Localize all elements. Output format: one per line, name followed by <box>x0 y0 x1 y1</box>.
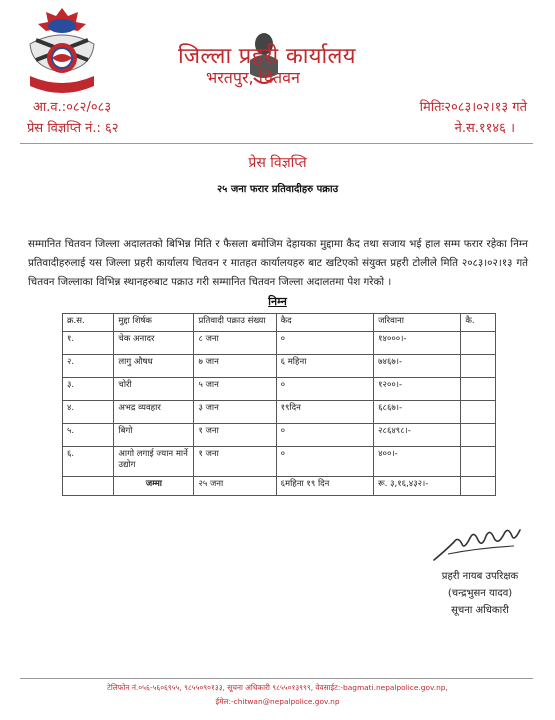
table-row <box>63 378 496 401</box>
table-cell: १ जना <box>194 424 276 447</box>
table-cell: ७ जान <box>194 355 276 378</box>
table-row <box>63 401 496 424</box>
table-cell <box>461 401 496 424</box>
col-header-imprisonment: कैद <box>276 314 374 332</box>
header-divider <box>20 143 533 144</box>
table-cell: आगो लगाई ज्यान मार्ने उद्योग <box>114 447 194 477</box>
table-cell: चोरी <box>114 378 194 401</box>
table-cell: ० <box>276 424 374 447</box>
release-date: मितिः२०८३।०२।१३ गते <box>419 100 527 115</box>
table-total-row <box>63 477 496 496</box>
table-cell <box>461 355 496 378</box>
table-cell: ० <box>276 378 374 401</box>
table-cell <box>461 332 496 355</box>
table-row <box>63 424 496 447</box>
nepal-sambat-date: ने.स.११४६ । <box>454 121 515 136</box>
signatory-role: सूचना अधिकारी <box>451 605 509 616</box>
table-cell: ० <box>276 447 374 477</box>
list-label <box>0 294 555 309</box>
table-cell: जम्मा <box>114 477 194 496</box>
signatory-block <box>420 568 540 619</box>
table-cell: १. <box>63 332 114 355</box>
table-cell <box>461 378 496 401</box>
table-cell: ६८६७।- <box>374 401 461 424</box>
table-cell: ४००।- <box>374 447 461 477</box>
footer-divider <box>20 678 533 679</box>
signature <box>428 520 528 568</box>
table-cell: ६महिना १९ दिन <box>276 477 374 496</box>
document-subject: २५ जना फरार प्रतिवादीहरु पक्राउ <box>216 184 339 195</box>
table-cell: ६. <box>63 447 114 477</box>
office-location: भरतपुर, चितवन <box>206 68 300 87</box>
table-cell: लागु औषध <box>114 355 194 378</box>
col-header-sn: क्र.स. <box>63 314 114 332</box>
table-cell: १ जना <box>194 447 276 477</box>
table-cell <box>461 447 496 477</box>
signatory-name: (चन्द्रभुसन यादव) <box>447 588 513 599</box>
table-cell: ३. <box>63 378 114 401</box>
nepal-police-logo <box>22 6 102 98</box>
table-row <box>63 355 496 378</box>
table-cell: रू. ३,१६,४३२।- <box>374 477 461 496</box>
table-cell: १४०००।- <box>374 332 461 355</box>
office-name: जिल्ला प्रहरी कार्यालय <box>178 44 356 69</box>
signatory-designation: प्रहरी नायब उपरिक्षक <box>441 571 519 582</box>
document-heading: प्रेस विज्ञप्ति <box>248 155 307 171</box>
table-header-row <box>63 314 496 332</box>
table-cell: ६ महिना <box>276 355 374 378</box>
col-header-arrested: प्रतिवादी पक्राउ संख्या <box>194 314 276 332</box>
table-cell: बिगो <box>114 424 194 447</box>
table-cell: १९दिन <box>276 401 374 424</box>
table-cell: अभद्र व्यवहार <box>114 401 194 424</box>
arrest-table <box>62 313 496 496</box>
table-cell <box>461 477 496 496</box>
col-header-remarks: कै. <box>461 314 496 332</box>
table-cell <box>461 424 496 447</box>
table-cell: २८६४९८।- <box>374 424 461 447</box>
table-cell: ३ जान <box>194 401 276 424</box>
table-cell: ५ जान <box>194 378 276 401</box>
table-cell: ० <box>276 332 374 355</box>
fiscal-year: आ.व.:०८२/०८३ <box>33 100 112 115</box>
list-label-text: निम्न <box>268 295 287 308</box>
document-body: सम्मानित चितवन जिल्ला अदालतको बिभिन्न मिति र फैसला बमोजिम देहायका मुद्दामा कैद तथा सजाय भई हाल सम्म फरार रहेका निम्न प्रतिवादीहरुलाई यस जिल्ला प्रहरी कार्यालय चितवन र मातहत कार्यालयहरु बाट खटिएको संयुक्त प्रहरी टोलीले मिति २०८३।०२।१३ गते चितवन जिल्लाका विभिन्न स्थानहरुबाट पक्राउ गरी सम्मानित चितवन जिल्ला अदालतमा पेश गरेको । <box>28 238 528 288</box>
col-header-fine: जरिवाना <box>374 314 461 332</box>
table-cell: २५ जना <box>194 477 276 496</box>
table-cell: ५. <box>63 424 114 447</box>
table-cell: चेक अनादर <box>114 332 194 355</box>
col-header-case: मुद्दा शिर्षक <box>114 314 194 332</box>
table-cell: २. <box>63 355 114 378</box>
footer-email: ईमेल:-chitwan@nepalpolice.gov.np <box>215 697 340 706</box>
table-row <box>63 447 496 477</box>
footer-contact: टेलिफोन नं.०५६-५६०६९५५, ९८५५०९०१३३, सूचना अधिकारी ९८५५०१३९९९, वेवसाईट:-bagmati.nepalpolice.gov.np, <box>107 683 448 692</box>
table-cell: ७४६७।- <box>374 355 461 378</box>
table-cell <box>63 477 114 496</box>
press-release-number: प्रेस विज्ञप्ति नं.: ६२ <box>27 121 119 136</box>
table-row <box>63 332 496 355</box>
table-cell: ४. <box>63 401 114 424</box>
table-cell: १२००।- <box>374 378 461 401</box>
table-cell: ८ जना <box>194 332 276 355</box>
